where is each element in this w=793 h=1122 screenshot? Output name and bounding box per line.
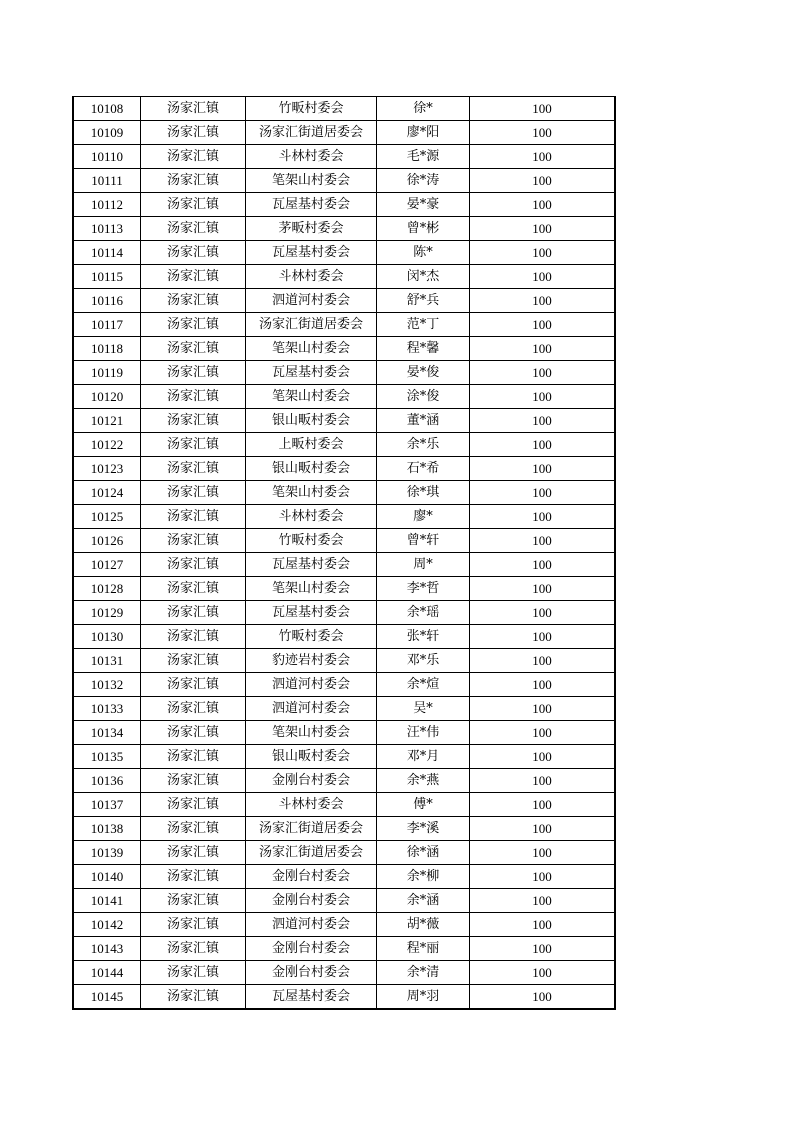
row-id-cell: 10123 — [73, 457, 141, 481]
town-cell: 汤家汇镇 — [141, 145, 246, 169]
committee-cell: 竹畈村委会 — [246, 97, 377, 121]
town-cell: 汤家汇镇 — [141, 913, 246, 937]
row-id-cell: 10113 — [73, 217, 141, 241]
name-cell: 余*瑶 — [377, 601, 470, 625]
name-cell: 石*希 — [377, 457, 470, 481]
table-row — [73, 217, 615, 241]
town-cell: 汤家汇镇 — [141, 817, 246, 841]
amount-cell: 100 — [470, 721, 616, 745]
row-id-cell: 10139 — [73, 841, 141, 865]
name-cell: 汪*伟 — [377, 721, 470, 745]
row-id-cell: 10112 — [73, 193, 141, 217]
table-row — [73, 697, 615, 721]
table-row — [73, 97, 615, 121]
table-body — [73, 97, 615, 1010]
row-id-cell: 10132 — [73, 673, 141, 697]
town-cell: 汤家汇镇 — [141, 433, 246, 457]
table-row — [73, 601, 615, 625]
row-id-cell: 10121 — [73, 409, 141, 433]
name-cell: 曾*轩 — [377, 529, 470, 553]
table-row — [73, 841, 615, 865]
committee-cell: 金刚台村委会 — [246, 865, 377, 889]
amount-cell: 100 — [470, 961, 616, 985]
amount-cell: 100 — [470, 865, 616, 889]
name-cell: 廖*阳 — [377, 121, 470, 145]
row-id-cell: 10134 — [73, 721, 141, 745]
table-row — [73, 793, 615, 817]
committee-cell: 斗林村委会 — [246, 505, 377, 529]
row-id-cell: 10142 — [73, 913, 141, 937]
committee-cell: 豹迹岩村委会 — [246, 649, 377, 673]
table-row — [73, 265, 615, 289]
town-cell: 汤家汇镇 — [141, 313, 246, 337]
name-cell: 李*哲 — [377, 577, 470, 601]
town-cell: 汤家汇镇 — [141, 769, 246, 793]
table-row — [73, 505, 615, 529]
town-cell: 汤家汇镇 — [141, 793, 246, 817]
town-cell: 汤家汇镇 — [141, 745, 246, 769]
row-id-cell: 10137 — [73, 793, 141, 817]
amount-cell: 100 — [470, 649, 616, 673]
table-row — [73, 169, 615, 193]
table-row — [73, 889, 615, 913]
amount-cell: 100 — [470, 817, 616, 841]
row-id-cell: 10145 — [73, 985, 141, 1010]
row-id-cell: 10109 — [73, 121, 141, 145]
row-id-cell: 10114 — [73, 241, 141, 265]
data-table — [72, 96, 616, 1010]
row-id-cell: 10119 — [73, 361, 141, 385]
row-id-cell: 10124 — [73, 481, 141, 505]
table-row — [73, 721, 615, 745]
amount-cell: 100 — [470, 625, 616, 649]
name-cell: 傅* — [377, 793, 470, 817]
amount-cell: 100 — [470, 505, 616, 529]
table-row — [73, 673, 615, 697]
name-cell: 余*乐 — [377, 433, 470, 457]
town-cell: 汤家汇镇 — [141, 841, 246, 865]
row-id-cell: 10133 — [73, 697, 141, 721]
table-row — [73, 817, 615, 841]
committee-cell: 瓦屋基村委会 — [246, 241, 377, 265]
town-cell: 汤家汇镇 — [141, 481, 246, 505]
table-row — [73, 241, 615, 265]
amount-cell: 100 — [470, 385, 616, 409]
amount-cell: 100 — [470, 217, 616, 241]
committee-cell: 银山畈村委会 — [246, 745, 377, 769]
committee-cell: 银山畈村委会 — [246, 409, 377, 433]
table-row — [73, 289, 615, 313]
amount-cell: 100 — [470, 553, 616, 577]
town-cell: 汤家汇镇 — [141, 553, 246, 577]
committee-cell: 斗林村委会 — [246, 265, 377, 289]
table-row — [73, 745, 615, 769]
amount-cell: 100 — [470, 241, 616, 265]
table-row — [73, 481, 615, 505]
town-cell: 汤家汇镇 — [141, 217, 246, 241]
row-id-cell: 10128 — [73, 577, 141, 601]
name-cell: 程*馨 — [377, 337, 470, 361]
committee-cell: 汤家汇街道居委会 — [246, 841, 377, 865]
name-cell: 程*丽 — [377, 937, 470, 961]
row-id-cell: 10125 — [73, 505, 141, 529]
town-cell: 汤家汇镇 — [141, 409, 246, 433]
table-row — [73, 361, 615, 385]
town-cell: 汤家汇镇 — [141, 457, 246, 481]
table-row — [73, 865, 615, 889]
committee-cell: 瓦屋基村委会 — [246, 361, 377, 385]
row-id-cell: 10111 — [73, 169, 141, 193]
committee-cell: 笔架山村委会 — [246, 169, 377, 193]
table-row — [73, 313, 615, 337]
amount-cell: 100 — [470, 529, 616, 553]
committee-cell: 金刚台村委会 — [246, 769, 377, 793]
committee-cell: 泗道河村委会 — [246, 697, 377, 721]
amount-cell: 100 — [470, 577, 616, 601]
name-cell: 邓*月 — [377, 745, 470, 769]
town-cell: 汤家汇镇 — [141, 937, 246, 961]
row-id-cell: 10140 — [73, 865, 141, 889]
name-cell: 曾*彬 — [377, 217, 470, 241]
committee-cell: 泗道河村委会 — [246, 673, 377, 697]
committee-cell: 茅畈村委会 — [246, 217, 377, 241]
town-cell: 汤家汇镇 — [141, 193, 246, 217]
name-cell: 余*柳 — [377, 865, 470, 889]
amount-cell: 100 — [470, 601, 616, 625]
town-cell: 汤家汇镇 — [141, 505, 246, 529]
town-cell: 汤家汇镇 — [141, 361, 246, 385]
amount-cell: 100 — [470, 745, 616, 769]
name-cell: 胡*薇 — [377, 913, 470, 937]
committee-cell: 笔架山村委会 — [246, 337, 377, 361]
table-row — [73, 193, 615, 217]
town-cell: 汤家汇镇 — [141, 625, 246, 649]
table-row — [73, 577, 615, 601]
town-cell: 汤家汇镇 — [141, 889, 246, 913]
town-cell: 汤家汇镇 — [141, 169, 246, 193]
committee-cell: 笔架山村委会 — [246, 481, 377, 505]
table-row — [73, 985, 615, 1010]
committee-cell: 金刚台村委会 — [246, 937, 377, 961]
table-row — [73, 457, 615, 481]
committee-cell: 汤家汇街道居委会 — [246, 313, 377, 337]
town-cell: 汤家汇镇 — [141, 385, 246, 409]
row-id-cell: 10131 — [73, 649, 141, 673]
name-cell: 余*涵 — [377, 889, 470, 913]
town-cell: 汤家汇镇 — [141, 289, 246, 313]
town-cell: 汤家汇镇 — [141, 265, 246, 289]
amount-cell: 100 — [470, 169, 616, 193]
row-id-cell: 10143 — [73, 937, 141, 961]
amount-cell: 100 — [470, 457, 616, 481]
table-row — [73, 961, 615, 985]
table-row — [73, 529, 615, 553]
table-row — [73, 385, 615, 409]
table-row — [73, 409, 615, 433]
name-cell: 吴* — [377, 697, 470, 721]
town-cell: 汤家汇镇 — [141, 337, 246, 361]
row-id-cell: 10115 — [73, 265, 141, 289]
name-cell: 余*清 — [377, 961, 470, 985]
amount-cell: 100 — [470, 289, 616, 313]
amount-cell: 100 — [470, 193, 616, 217]
town-cell: 汤家汇镇 — [141, 529, 246, 553]
row-id-cell: 10127 — [73, 553, 141, 577]
town-cell: 汤家汇镇 — [141, 865, 246, 889]
name-cell: 陈* — [377, 241, 470, 265]
amount-cell: 100 — [470, 481, 616, 505]
town-cell: 汤家汇镇 — [141, 721, 246, 745]
amount-cell: 100 — [470, 361, 616, 385]
amount-cell: 100 — [470, 793, 616, 817]
name-cell: 徐*涛 — [377, 169, 470, 193]
row-id-cell: 10135 — [73, 745, 141, 769]
name-cell: 余*燕 — [377, 769, 470, 793]
amount-cell: 100 — [470, 985, 616, 1010]
table-row — [73, 433, 615, 457]
row-id-cell: 10122 — [73, 433, 141, 457]
name-cell: 廖* — [377, 505, 470, 529]
amount-cell: 100 — [470, 889, 616, 913]
row-id-cell: 10138 — [73, 817, 141, 841]
committee-cell: 泗道河村委会 — [246, 289, 377, 313]
amount-cell: 100 — [470, 97, 616, 121]
row-id-cell: 10136 — [73, 769, 141, 793]
committee-cell: 瓦屋基村委会 — [246, 985, 377, 1010]
town-cell: 汤家汇镇 — [141, 241, 246, 265]
row-id-cell: 10117 — [73, 313, 141, 337]
name-cell: 余*煊 — [377, 673, 470, 697]
table-row — [73, 145, 615, 169]
name-cell: 邓*乐 — [377, 649, 470, 673]
committee-cell: 银山畈村委会 — [246, 457, 377, 481]
name-cell: 董*涵 — [377, 409, 470, 433]
committee-cell: 上畈村委会 — [246, 433, 377, 457]
table-row — [73, 121, 615, 145]
row-id-cell: 10144 — [73, 961, 141, 985]
table-row — [73, 553, 615, 577]
name-cell: 涂*俊 — [377, 385, 470, 409]
amount-cell: 100 — [470, 145, 616, 169]
town-cell: 汤家汇镇 — [141, 649, 246, 673]
committee-cell: 斗林村委会 — [246, 145, 377, 169]
name-cell: 闵*杰 — [377, 265, 470, 289]
committee-cell: 笔架山村委会 — [246, 385, 377, 409]
town-cell: 汤家汇镇 — [141, 985, 246, 1010]
committee-cell: 斗林村委会 — [246, 793, 377, 817]
committee-cell: 瓦屋基村委会 — [246, 601, 377, 625]
row-id-cell: 10126 — [73, 529, 141, 553]
row-id-cell: 10120 — [73, 385, 141, 409]
table-row — [73, 937, 615, 961]
committee-cell: 笔架山村委会 — [246, 577, 377, 601]
row-id-cell: 10118 — [73, 337, 141, 361]
amount-cell: 100 — [470, 937, 616, 961]
committee-cell: 瓦屋基村委会 — [246, 193, 377, 217]
name-cell: 周* — [377, 553, 470, 577]
amount-cell: 100 — [470, 337, 616, 361]
table-row — [73, 337, 615, 361]
row-id-cell: 10141 — [73, 889, 141, 913]
name-cell: 徐* — [377, 97, 470, 121]
row-id-cell: 10110 — [73, 145, 141, 169]
name-cell: 晏*豪 — [377, 193, 470, 217]
row-id-cell: 10116 — [73, 289, 141, 313]
table-row — [73, 769, 615, 793]
committee-cell: 竹畈村委会 — [246, 625, 377, 649]
committee-cell: 笔架山村委会 — [246, 721, 377, 745]
name-cell: 徐*涵 — [377, 841, 470, 865]
table-row — [73, 625, 615, 649]
amount-cell: 100 — [470, 697, 616, 721]
committee-cell: 瓦屋基村委会 — [246, 553, 377, 577]
committee-cell: 汤家汇街道居委会 — [246, 817, 377, 841]
name-cell: 范*丁 — [377, 313, 470, 337]
town-cell: 汤家汇镇 — [141, 961, 246, 985]
committee-cell: 金刚台村委会 — [246, 961, 377, 985]
amount-cell: 100 — [470, 769, 616, 793]
name-cell: 毛*源 — [377, 145, 470, 169]
amount-cell: 100 — [470, 265, 616, 289]
amount-cell: 100 — [470, 313, 616, 337]
town-cell: 汤家汇镇 — [141, 97, 246, 121]
committee-cell: 竹畈村委会 — [246, 529, 377, 553]
name-cell: 徐*琪 — [377, 481, 470, 505]
town-cell: 汤家汇镇 — [141, 577, 246, 601]
table-row — [73, 913, 615, 937]
name-cell: 舒*兵 — [377, 289, 470, 313]
town-cell: 汤家汇镇 — [141, 121, 246, 145]
table-row — [73, 649, 615, 673]
amount-cell: 100 — [470, 673, 616, 697]
town-cell: 汤家汇镇 — [141, 697, 246, 721]
name-cell: 李*溪 — [377, 817, 470, 841]
amount-cell: 100 — [470, 121, 616, 145]
row-id-cell: 10108 — [73, 97, 141, 121]
row-id-cell: 10130 — [73, 625, 141, 649]
town-cell: 汤家汇镇 — [141, 673, 246, 697]
committee-cell: 泗道河村委会 — [246, 913, 377, 937]
committee-cell: 汤家汇街道居委会 — [246, 121, 377, 145]
name-cell: 周*羽 — [377, 985, 470, 1010]
committee-cell: 金刚台村委会 — [246, 889, 377, 913]
amount-cell: 100 — [470, 841, 616, 865]
name-cell: 张*轩 — [377, 625, 470, 649]
town-cell: 汤家汇镇 — [141, 601, 246, 625]
name-cell: 晏*俊 — [377, 361, 470, 385]
amount-cell: 100 — [470, 409, 616, 433]
row-id-cell: 10129 — [73, 601, 141, 625]
amount-cell: 100 — [470, 433, 616, 457]
amount-cell: 100 — [470, 913, 616, 937]
